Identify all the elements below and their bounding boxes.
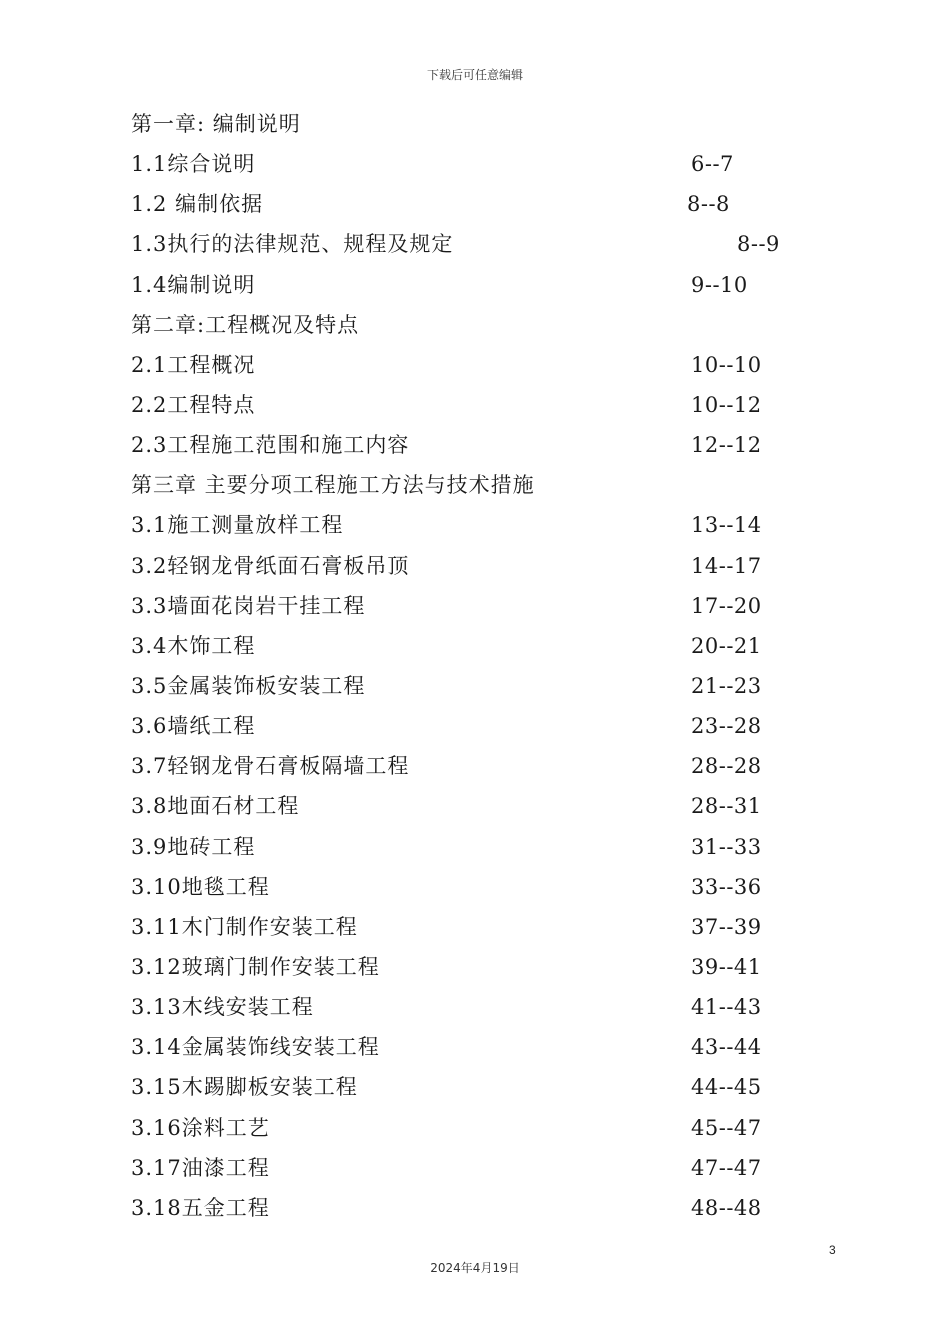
toc-entry-pages: 43--44 bbox=[691, 1035, 762, 1060]
toc-entry-3-2 bbox=[131, 546, 831, 586]
toc-entry-title: 3.13木线安装工程 bbox=[131, 995, 314, 1020]
toc-entry-1-2 bbox=[131, 184, 831, 224]
toc-entry-title: 3.1施工测量放样工程 bbox=[131, 513, 344, 538]
toc-entry-title: 3.6墙纸工程 bbox=[131, 714, 256, 739]
toc-entry-3-1 bbox=[131, 505, 831, 545]
toc-chapter-1 bbox=[131, 104, 831, 144]
toc-entry-3-7 bbox=[131, 746, 831, 786]
toc-entry-3-4 bbox=[131, 626, 831, 666]
toc-entry-title: 1.2 编制依据 bbox=[131, 192, 264, 217]
toc-entry-3-18 bbox=[131, 1188, 831, 1228]
toc-entry-3-14 bbox=[131, 1027, 831, 1067]
toc-entry-pages: 8--8 bbox=[687, 192, 730, 217]
toc-entry-3-9 bbox=[131, 827, 831, 867]
toc-entry-title: 3.16涂料工艺 bbox=[131, 1115, 270, 1140]
toc-entry-pages: 45--47 bbox=[691, 1115, 762, 1140]
toc-entry-pages: 44--45 bbox=[691, 1075, 762, 1100]
toc-entry-pages: 31--33 bbox=[691, 834, 762, 859]
toc-entry-1-1 bbox=[131, 144, 831, 184]
toc-entry-title: 第二章:工程概况及特点 bbox=[131, 312, 360, 337]
toc-entry-pages: 17--20 bbox=[691, 593, 762, 618]
toc-entry-pages: 41--43 bbox=[691, 995, 762, 1020]
toc-entry-1-3 bbox=[131, 224, 831, 264]
toc-entry-3-16 bbox=[131, 1108, 831, 1148]
toc-entry-3-17 bbox=[131, 1148, 831, 1188]
table-of-contents bbox=[131, 104, 831, 1228]
toc-entry-3-12 bbox=[131, 947, 831, 987]
toc-entry-title: 1.4编制说明 bbox=[131, 272, 256, 297]
toc-entry-pages: 20--21 bbox=[691, 633, 762, 658]
toc-chapter-3 bbox=[131, 465, 831, 505]
toc-entry-3-11 bbox=[131, 907, 831, 947]
toc-entry-pages: 21--23 bbox=[691, 673, 762, 698]
toc-entry-title: 3.3墙面花岗岩干挂工程 bbox=[131, 593, 366, 618]
toc-entry-3-8 bbox=[131, 786, 831, 826]
toc-entry-title: 2.2工程特点 bbox=[131, 392, 256, 417]
toc-entry-pages: 13--14 bbox=[691, 513, 762, 538]
toc-entry-3-6 bbox=[131, 706, 831, 746]
toc-entry-pages: 48--48 bbox=[691, 1195, 762, 1220]
toc-entry-title: 3.5金属装饰板安装工程 bbox=[131, 673, 366, 698]
toc-entry-title: 2.3工程施工范围和施工内容 bbox=[131, 433, 410, 458]
toc-entry-title: 3.2轻钢龙骨纸面石膏板吊顶 bbox=[131, 553, 410, 578]
toc-entry-pages: 14--17 bbox=[691, 553, 762, 578]
toc-entry-pages: 28--31 bbox=[691, 794, 762, 819]
toc-entry-title: 3.8地面石材工程 bbox=[131, 794, 300, 819]
page-footer-date: 2024年4月19日 bbox=[430, 1261, 520, 1275]
toc-entry-3-10 bbox=[131, 867, 831, 907]
toc-entry-title: 3.4木饰工程 bbox=[131, 633, 256, 658]
toc-entry-3-5 bbox=[131, 666, 831, 706]
toc-entry-pages: 12--12 bbox=[691, 433, 762, 458]
toc-entry-title: 3.11木门制作安装工程 bbox=[131, 914, 358, 939]
toc-entry-pages: 9--10 bbox=[691, 272, 748, 297]
toc-entry-title: 第三章 主要分项工程施工方法与技术措施 bbox=[131, 473, 535, 498]
toc-entry-title: 3.14金属装饰线安装工程 bbox=[131, 1035, 380, 1060]
toc-entry-pages: 8--9 bbox=[737, 232, 780, 257]
toc-entry-2-1 bbox=[131, 345, 831, 385]
toc-entry-title: 第一章: 编制说明 bbox=[131, 112, 301, 136]
toc-entry-pages: 33--36 bbox=[691, 874, 762, 899]
toc-entry-title: 1.3执行的法律规范、规程及规定 bbox=[131, 232, 454, 257]
toc-entry-3-13 bbox=[131, 987, 831, 1027]
toc-entry-title: 3.17油漆工程 bbox=[131, 1155, 270, 1180]
toc-entry-3-3 bbox=[131, 586, 831, 626]
toc-entry-title: 3.18五金工程 bbox=[131, 1195, 270, 1220]
toc-entry-pages: 6--7 bbox=[691, 152, 734, 177]
toc-entry-pages: 39--41 bbox=[691, 954, 762, 979]
toc-entry-pages: 10--10 bbox=[691, 352, 762, 377]
toc-entry-title: 3.10地毯工程 bbox=[131, 874, 270, 899]
toc-entry-pages: 37--39 bbox=[691, 914, 762, 939]
toc-entry-pages: 23--28 bbox=[691, 714, 762, 739]
page-header: 下载后可任意编辑 bbox=[426, 68, 523, 82]
toc-chapter-2 bbox=[131, 305, 831, 345]
toc-entry-2-2 bbox=[131, 385, 831, 425]
toc-entry-1-4 bbox=[131, 265, 831, 305]
toc-entry-pages: 47--47 bbox=[691, 1155, 762, 1180]
toc-entry-title: 3.15木踢脚板安装工程 bbox=[131, 1075, 358, 1100]
toc-entry-title: 1.1综合说明 bbox=[131, 152, 256, 177]
toc-entry-pages: 10--12 bbox=[691, 392, 762, 417]
toc-entry-3-15 bbox=[131, 1067, 831, 1107]
toc-entry-title: 3.12玻璃门制作安装工程 bbox=[131, 954, 380, 979]
toc-entry-title: 3.7轻钢龙骨石膏板隔墙工程 bbox=[131, 754, 410, 779]
toc-entry-pages: 28--28 bbox=[691, 754, 762, 779]
toc-entry-title: 3.9地砖工程 bbox=[131, 834, 256, 859]
toc-entry-2-3 bbox=[131, 425, 831, 465]
page-number: 3 bbox=[829, 1243, 836, 1257]
toc-entry-title: 2.1工程概况 bbox=[131, 352, 256, 377]
